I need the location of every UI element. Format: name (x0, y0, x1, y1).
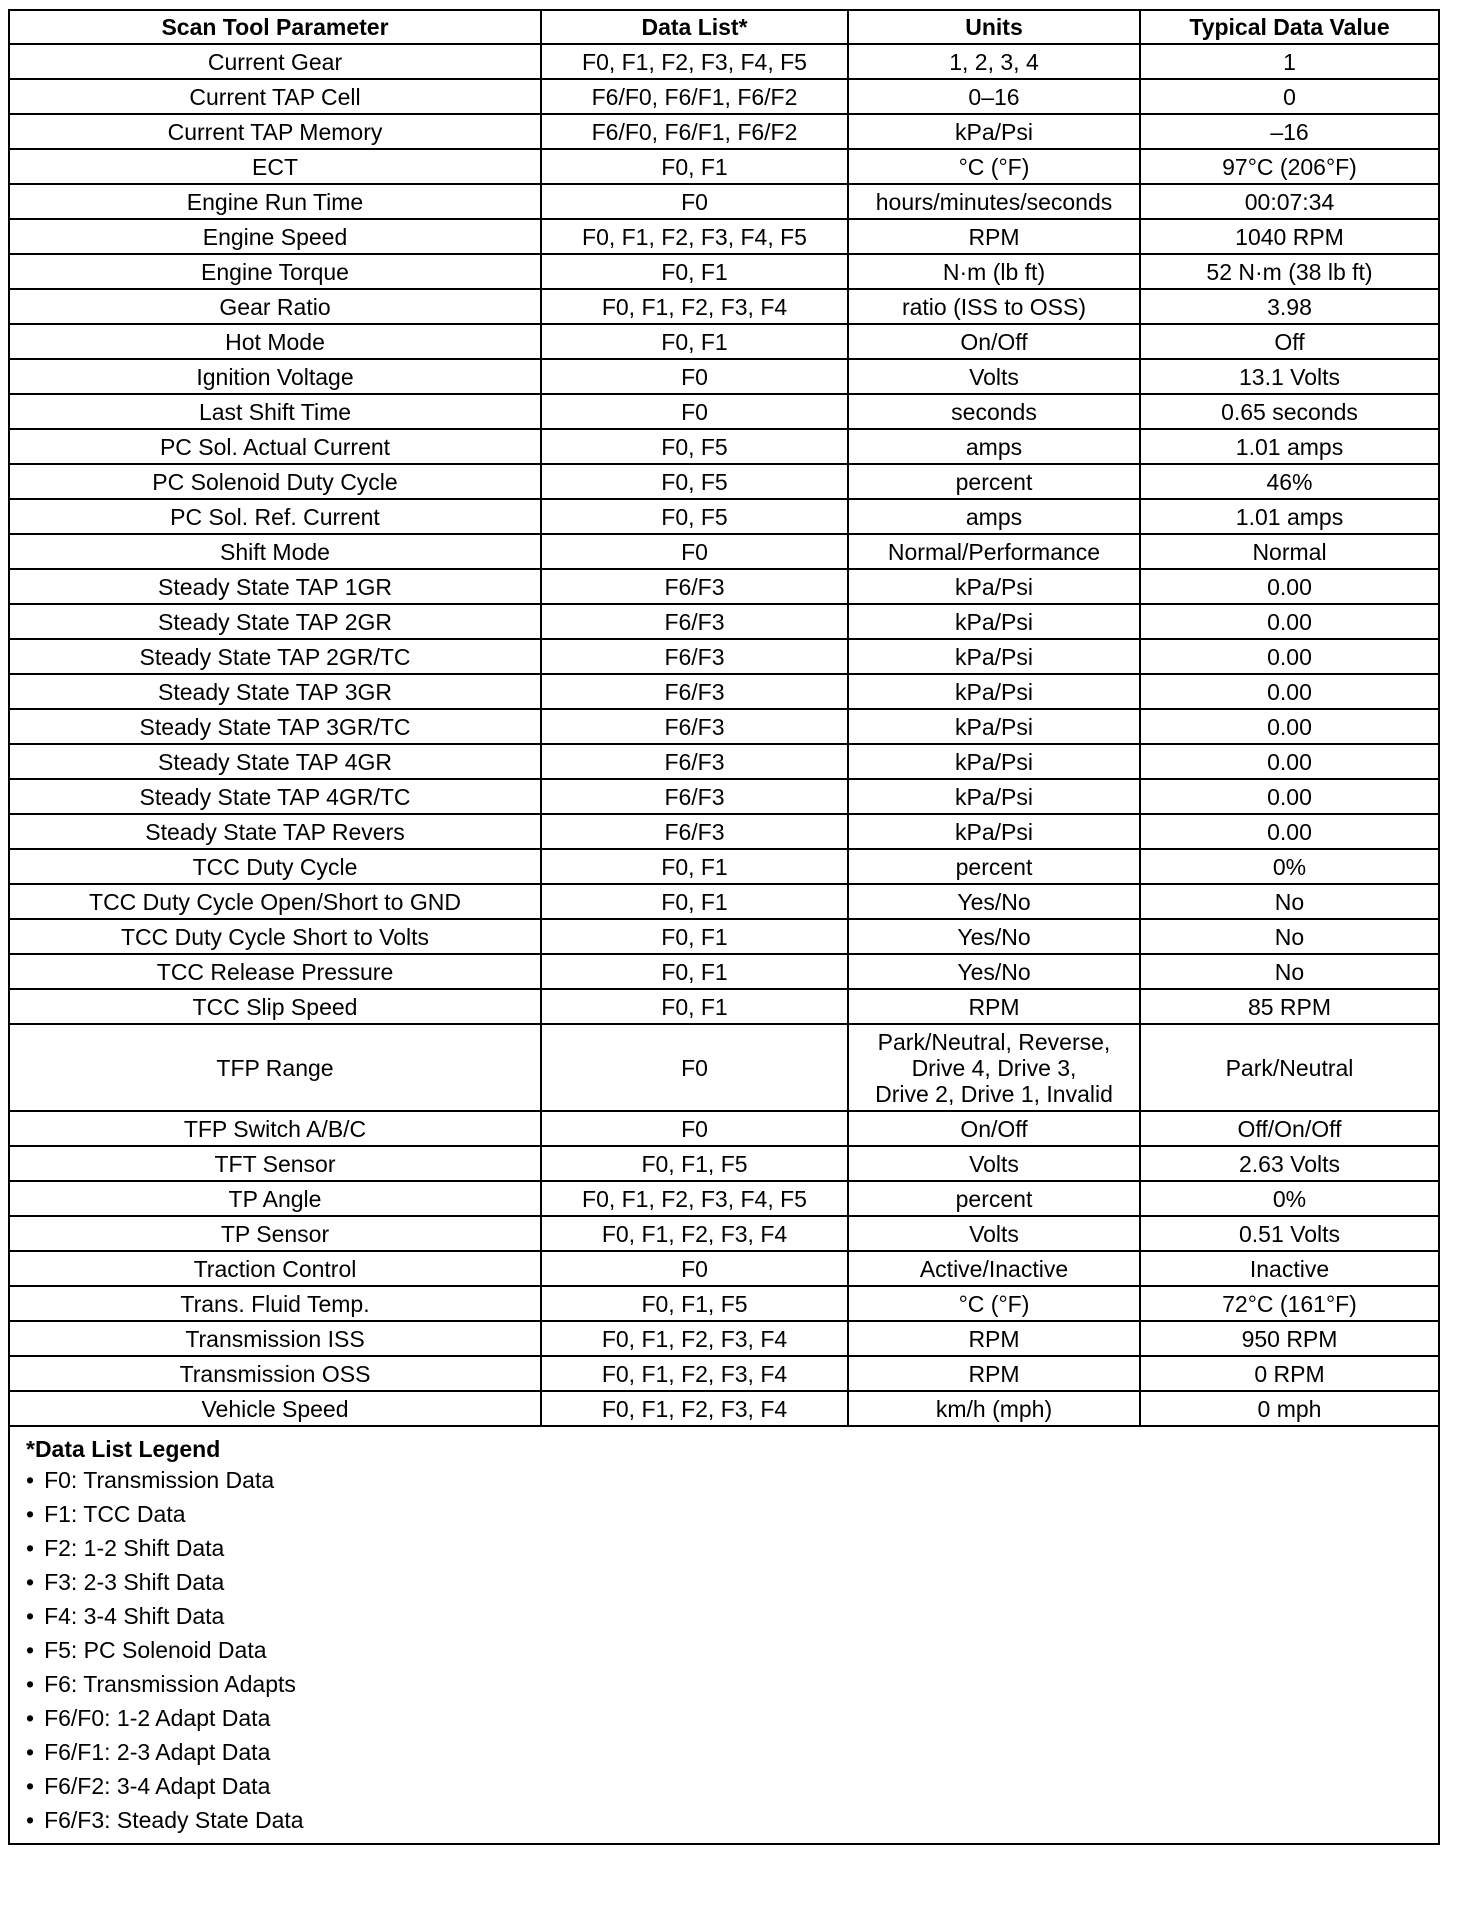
table-row (9, 1356, 1439, 1391)
cell-typical-value: 46% (1140, 464, 1439, 499)
cell-parameter: TFT Sensor (9, 1146, 541, 1181)
cell-parameter: Engine Speed (9, 219, 541, 254)
cell-data-list: F6/F3 (541, 709, 848, 744)
cell-data-list: F0, F1, F2, F3, F4 (541, 1356, 848, 1391)
cell-units: ratio (ISS to OSS) (848, 289, 1140, 324)
cell-units: kPa/Psi (848, 674, 1140, 709)
cell-parameter: TP Angle (9, 1181, 541, 1216)
cell-typical-value: 0 (1140, 79, 1439, 114)
cell-typical-value: Park/Neutral (1140, 1024, 1439, 1111)
cell-typical-value: Off/On/Off (1140, 1111, 1439, 1146)
cell-data-list: F0 (541, 534, 848, 569)
cell-parameter: Steady State TAP Revers (9, 814, 541, 849)
table-row (9, 569, 1439, 604)
cell-data-list: F0, F1, F5 (541, 1146, 848, 1181)
cell-units (848, 1024, 1140, 1111)
cell-parameter: Steady State TAP 4GR/TC (9, 779, 541, 814)
cell-typical-value: 0.00 (1140, 639, 1439, 674)
legend-item: • F2: 1-2 Shift Data (26, 1531, 1438, 1565)
table-row (9, 639, 1439, 674)
cell-units: hours/minutes/seconds (848, 184, 1140, 219)
cell-data-list: F6/F0, F6/F1, F6/F2 (541, 79, 848, 114)
table-row (9, 1216, 1439, 1251)
cell-units: Volts (848, 1146, 1140, 1181)
scan-tool-data-table (8, 9, 1440, 1845)
cell-parameter: TCC Duty Cycle Short to Volts (9, 919, 541, 954)
table-row (9, 814, 1439, 849)
cell-typical-value: 97°C (206°F) (1140, 149, 1439, 184)
cell-line: Drive 4, Drive 3, (911, 1054, 1077, 1081)
cell-parameter: Steady State TAP 2GR/TC (9, 639, 541, 674)
legend-list (26, 1463, 1438, 1837)
header-row (9, 10, 1439, 44)
cell-parameter: PC Solenoid Duty Cycle (9, 464, 541, 499)
header-parameter: Scan Tool Parameter (9, 10, 541, 44)
cell-units: On/Off (848, 1111, 1140, 1146)
cell-units: RPM (848, 989, 1140, 1024)
cell-units: Yes/No (848, 954, 1140, 989)
cell-typical-value: 0.00 (1140, 569, 1439, 604)
legend-item: • F6/F2: 3-4 Adapt Data (26, 1769, 1438, 1803)
table-row (9, 1146, 1439, 1181)
cell-parameter: Steady State TAP 1GR (9, 569, 541, 604)
cell-parameter: Transmission ISS (9, 1321, 541, 1356)
cell-data-list: F0, F1, F2, F3, F4 (541, 1391, 848, 1426)
cell-parameter: Traction Control (9, 1251, 541, 1286)
cell-parameter: Transmission OSS (9, 1356, 541, 1391)
cell-units: kPa/Psi (848, 744, 1140, 779)
cell-typical-value: 0.00 (1140, 814, 1439, 849)
table-row (9, 359, 1439, 394)
cell-typical-value: 13.1 Volts (1140, 359, 1439, 394)
table-row (9, 779, 1439, 814)
cell-data-list: F6/F3 (541, 639, 848, 674)
cell-units: Volts (848, 359, 1140, 394)
cell-parameter: Engine Run Time (9, 184, 541, 219)
cell-units: kPa/Psi (848, 569, 1140, 604)
cell-parameter: Vehicle Speed (9, 1391, 541, 1426)
cell-parameter: Last Shift Time (9, 394, 541, 429)
table-row (9, 1181, 1439, 1216)
scan-tool-data-document (8, 9, 1438, 1845)
cell-parameter: Steady State TAP 4GR (9, 744, 541, 779)
cell-units: amps (848, 499, 1140, 534)
cell-data-list: F0, F1, F5 (541, 1286, 848, 1321)
table-row (9, 674, 1439, 709)
cell-typical-value: Inactive (1140, 1251, 1439, 1286)
cell-units: kPa/Psi (848, 604, 1140, 639)
cell-typical-value: No (1140, 954, 1439, 989)
cell-typical-value: 0% (1140, 849, 1439, 884)
cell-parameter: TFP Switch A/B/C (9, 1111, 541, 1146)
cell-data-list: F0, F1 (541, 989, 848, 1024)
legend-item: • F5: PC Solenoid Data (26, 1633, 1438, 1667)
cell-parameter: TFP Range (9, 1024, 541, 1111)
table-row (9, 1286, 1439, 1321)
table-row (9, 149, 1439, 184)
cell-data-list: F0, F1, F2, F3, F4 (541, 289, 848, 324)
cell-parameter: TCC Slip Speed (9, 989, 541, 1024)
cell-data-list: F0, F1 (541, 919, 848, 954)
legend-item: • F1: TCC Data (26, 1497, 1438, 1531)
table-row (9, 744, 1439, 779)
table-row (9, 1321, 1439, 1356)
cell-data-list: F0 (541, 1024, 848, 1111)
cell-typical-value: 0% (1140, 1181, 1439, 1216)
cell-typical-value: 1.01 amps (1140, 429, 1439, 464)
cell-typical-value: 0 RPM (1140, 1356, 1439, 1391)
cell-data-list: F6/F3 (541, 569, 848, 604)
cell-parameter: Current TAP Cell (9, 79, 541, 114)
cell-data-list: F0, F1 (541, 884, 848, 919)
cell-units: kPa/Psi (848, 114, 1140, 149)
cell-typical-value: Normal (1140, 534, 1439, 569)
table-row (9, 254, 1439, 289)
table-row (9, 604, 1439, 639)
table-row (9, 289, 1439, 324)
cell-data-list: F0, F1, F2, F3, F4 (541, 1321, 848, 1356)
cell-data-list: F0, F1, F2, F3, F4, F5 (541, 219, 848, 254)
table-row (9, 884, 1439, 919)
cell-typical-value: 0.51 Volts (1140, 1216, 1439, 1251)
cell-parameter: Steady State TAP 3GR (9, 674, 541, 709)
cell-parameter: ECT (9, 149, 541, 184)
cell-parameter: PC Sol. Ref. Current (9, 499, 541, 534)
cell-units: RPM (848, 1321, 1140, 1356)
legend-row (9, 1426, 1439, 1844)
table-row (9, 1111, 1439, 1146)
legend-item: • F6/F3: Steady State Data (26, 1803, 1438, 1837)
table-row (9, 534, 1439, 569)
table-row (9, 464, 1439, 499)
cell-typical-value: 950 RPM (1140, 1321, 1439, 1356)
cell-typical-value: 0.00 (1140, 779, 1439, 814)
cell-data-list: F6/F0, F6/F1, F6/F2 (541, 114, 848, 149)
cell-data-list: F0, F1 (541, 954, 848, 989)
cell-units: km/h (mph) (848, 1391, 1140, 1426)
table-row (9, 1024, 1439, 1111)
table-row (9, 709, 1439, 744)
cell-units: On/Off (848, 324, 1140, 359)
header-data-list: Data List* (541, 10, 848, 44)
header-units: Units (848, 10, 1140, 44)
table-row (9, 1251, 1439, 1286)
table-row (9, 44, 1439, 79)
legend-title: *Data List Legend (26, 1436, 221, 1462)
cell-units: Normal/Performance (848, 534, 1140, 569)
table-row (9, 324, 1439, 359)
cell-units: seconds (848, 394, 1140, 429)
cell-data-list: F0, F1 (541, 254, 848, 289)
cell-data-list: F0 (541, 394, 848, 429)
cell-units: percent (848, 1181, 1140, 1216)
cell-typical-value: 3.98 (1140, 289, 1439, 324)
legend-item: • F6/F0: 1-2 Adapt Data (26, 1701, 1438, 1735)
cell-typical-value: 0.00 (1140, 674, 1439, 709)
table-body (9, 44, 1439, 1426)
cell-units: 0–16 (848, 79, 1140, 114)
cell-units: amps (848, 429, 1140, 464)
table-row (9, 114, 1439, 149)
cell-data-list: F0, F1, F2, F3, F4, F5 (541, 44, 848, 79)
cell-data-list: F6/F3 (541, 814, 848, 849)
cell-parameter: Steady State TAP 3GR/TC (9, 709, 541, 744)
legend-item: • F3: 2-3 Shift Data (26, 1565, 1438, 1599)
cell-line: Park/Neutral, Reverse, (877, 1028, 1111, 1055)
cell-parameter: Ignition Voltage (9, 359, 541, 394)
cell-typical-value: 1 (1140, 44, 1439, 79)
cell-typical-value: 52 N·m (38 lb ft) (1140, 254, 1439, 289)
cell-typical-value: –16 (1140, 114, 1439, 149)
table-row (9, 79, 1439, 114)
cell-data-list: F0 (541, 1251, 848, 1286)
cell-parameter: Shift Mode (9, 534, 541, 569)
cell-data-list: F0 (541, 1111, 848, 1146)
cell-data-list: F0, F5 (541, 499, 848, 534)
table-row (9, 219, 1439, 254)
table-row (9, 394, 1439, 429)
cell-units: Yes/No (848, 919, 1140, 954)
cell-parameter: Engine Torque (9, 254, 541, 289)
cell-units: °C (°F) (848, 149, 1140, 184)
table-row (9, 954, 1439, 989)
cell-data-list: F6/F3 (541, 744, 848, 779)
legend-item: • F6/F1: 2-3 Adapt Data (26, 1735, 1438, 1769)
cell-typical-value: 2.63 Volts (1140, 1146, 1439, 1181)
cell-typical-value: No (1140, 884, 1439, 919)
cell-data-list: F0 (541, 184, 848, 219)
cell-units: kPa/Psi (848, 814, 1140, 849)
table-row (9, 919, 1439, 954)
cell-parameter: TP Sensor (9, 1216, 541, 1251)
cell-data-list: F0, F5 (541, 429, 848, 464)
legend-item: • F0: Transmission Data (26, 1463, 1438, 1497)
cell-typical-value: Off (1140, 324, 1439, 359)
cell-line: Drive 2, Drive 1, Invalid (875, 1080, 1113, 1107)
cell-typical-value: 1.01 amps (1140, 499, 1439, 534)
cell-units: 1, 2, 3, 4 (848, 44, 1140, 79)
cell-parameter: Current Gear (9, 44, 541, 79)
legend-item: • F6: Transmission Adapts (26, 1667, 1438, 1701)
cell-units: RPM (848, 219, 1140, 254)
cell-typical-value: 00:07:34 (1140, 184, 1439, 219)
cell-parameter: TCC Duty Cycle Open/Short to GND (9, 884, 541, 919)
cell-units: N·m (lb ft) (848, 254, 1140, 289)
legend-cell (9, 1426, 1439, 1844)
table-row (9, 499, 1439, 534)
cell-data-list: F6/F3 (541, 674, 848, 709)
cell-typical-value: 0.00 (1140, 744, 1439, 779)
cell-units: percent (848, 464, 1140, 499)
cell-parameter: Trans. Fluid Temp. (9, 1286, 541, 1321)
table-row (9, 429, 1439, 464)
cell-units: Yes/No (848, 884, 1140, 919)
cell-typical-value: No (1140, 919, 1439, 954)
cell-typical-value: 85 RPM (1140, 989, 1439, 1024)
cell-typical-value: 1040 RPM (1140, 219, 1439, 254)
cell-typical-value: 0.65 seconds (1140, 394, 1439, 429)
cell-parameter: Steady State TAP 2GR (9, 604, 541, 639)
cell-typical-value: 0.00 (1140, 604, 1439, 639)
table-row (9, 989, 1439, 1024)
cell-parameter: PC Sol. Actual Current (9, 429, 541, 464)
cell-units: °C (°F) (848, 1286, 1140, 1321)
cell-typical-value: 0.00 (1140, 709, 1439, 744)
cell-units: kPa/Psi (848, 779, 1140, 814)
table-row (9, 849, 1439, 884)
table-row (9, 184, 1439, 219)
cell-parameter: Gear Ratio (9, 289, 541, 324)
cell-parameter: Hot Mode (9, 324, 541, 359)
cell-data-list: F0, F1 (541, 149, 848, 184)
cell-data-list: F0, F1 (541, 849, 848, 884)
cell-data-list: F6/F3 (541, 779, 848, 814)
cell-units: RPM (848, 1356, 1140, 1391)
cell-units: percent (848, 849, 1140, 884)
cell-units: kPa/Psi (848, 709, 1140, 744)
table-row (9, 1391, 1439, 1426)
header-typical-value: Typical Data Value (1140, 10, 1439, 44)
cell-data-list: F0, F1, F2, F3, F4, F5 (541, 1181, 848, 1216)
cell-data-list: F6/F3 (541, 604, 848, 639)
cell-parameter: Current TAP Memory (9, 114, 541, 149)
cell-data-list: F0, F5 (541, 464, 848, 499)
cell-parameter: TCC Duty Cycle (9, 849, 541, 884)
cell-typical-value: 0 mph (1140, 1391, 1439, 1426)
cell-units: kPa/Psi (848, 639, 1140, 674)
cell-data-list: F0 (541, 359, 848, 394)
cell-parameter: TCC Release Pressure (9, 954, 541, 989)
cell-units: Volts (848, 1216, 1140, 1251)
legend-item: • F4: 3-4 Shift Data (26, 1599, 1438, 1633)
cell-data-list: F0, F1, F2, F3, F4 (541, 1216, 848, 1251)
cell-typical-value: 72°C (161°F) (1140, 1286, 1439, 1321)
cell-data-list: F0, F1 (541, 324, 848, 359)
cell-units: Active/Inactive (848, 1251, 1140, 1286)
